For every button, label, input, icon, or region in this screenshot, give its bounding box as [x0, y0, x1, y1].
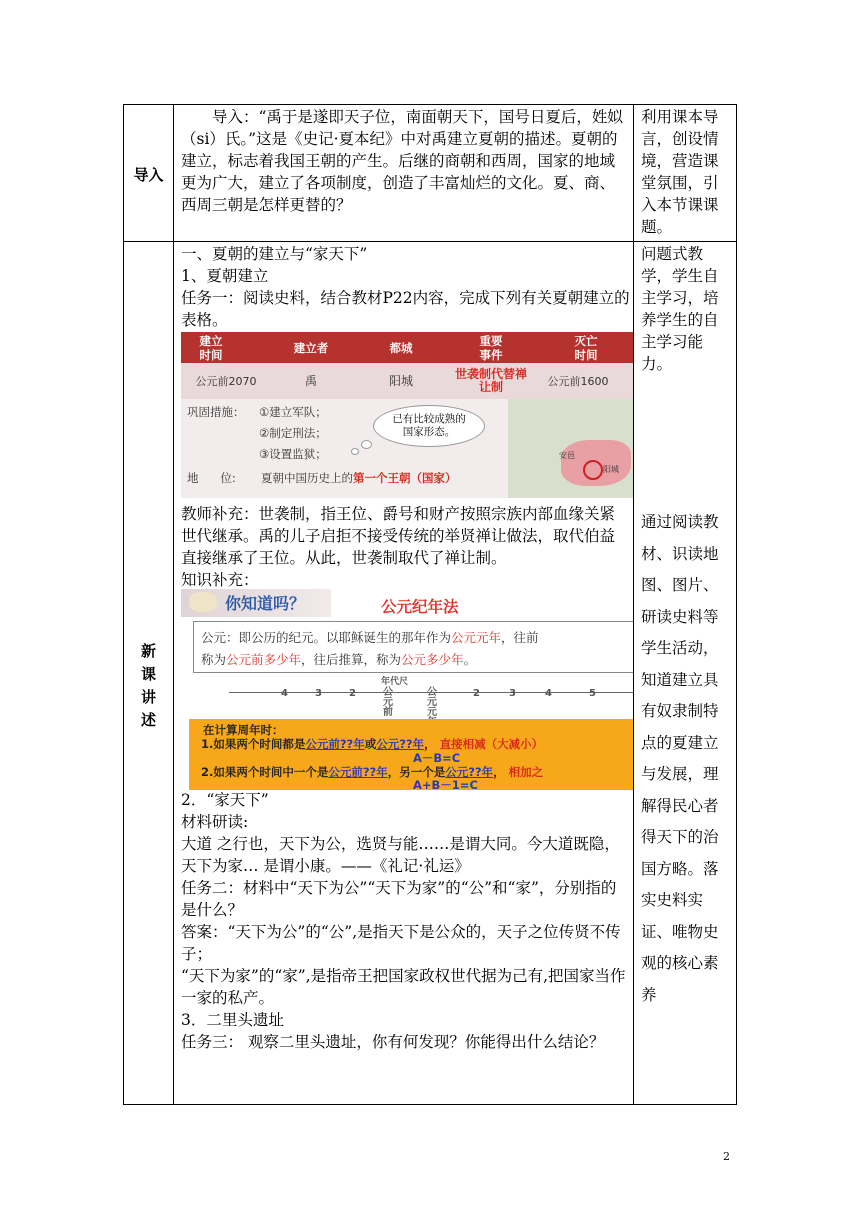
- xia-dynasty-table-image: [181, 332, 633, 498]
- axis-tick: 公元前: [383, 687, 393, 718]
- row-divider: [124, 241, 736, 242]
- book-icon: [189, 592, 217, 612]
- intro-note: 利用课本导言，创设情境，营造课堂氛围，引入本节课课题。: [641, 108, 719, 236]
- task-two: 任务二：材料中“天下为公”“天下为家”的“公”和“家”，分别指的是什么？: [181, 879, 617, 919]
- subsection-heading: 1、夏朝建立: [181, 267, 269, 285]
- calendar-era-image: [181, 589, 633, 790]
- subsection-heading: 3．二里头遗址: [181, 1011, 284, 1029]
- row-label-intro: 导入: [133, 166, 164, 184]
- cell-capital: 阳城: [388, 373, 413, 388]
- supplement-paragraph: 教师补充：世袭制，指王位、爵号和财产按照宗族内部血缘关紧世代继承。禹的儿子启拒不接受传统的举贤禅让做法，取代伯益直接继承了王位。从此，世袭制取代了禅让制。: [181, 505, 616, 567]
- header-cell: 都城: [389, 340, 413, 355]
- section-heading: 一、夏朝的建立与“家天下”: [181, 245, 368, 263]
- axis-tick: 2: [349, 688, 356, 699]
- header-cell: 建立者: [293, 340, 329, 355]
- measure-item: ③设置监狱；: [259, 447, 327, 461]
- goal-note: 通过阅读教材、识读地图、图片、研读史料等学生活动，知道建立具有奴隶制特点的夏建立与发展，理解得民心者得天下的治国方略。落实史料实证、唯物史观的核心素养: [641, 513, 719, 1004]
- cloud-bubble: [351, 448, 359, 455]
- task-one: 任务一：阅读史料，结合教材P22内容，完成下列有关夏朝建立的表格。: [181, 289, 630, 329]
- header-cell: 建立时间: [199, 333, 223, 362]
- definition-line: 公元：即公历的纪元。以耶稣诞生的那年作为公元元年，往前: [201, 630, 539, 645]
- calc-rule-1: 1.如果两个时间都是公元前??年或公元??年， 直接相减（大减小）: [201, 737, 544, 751]
- cloud-bubble: [361, 440, 372, 449]
- status-label: 地 位:: [187, 471, 236, 485]
- intro-paragraph: 导入：“禹于是遂即天子位，南面朝天下，国号日夏后，姓姒（si）氏。”这是《史记·夏本纪》中对禹建立夏朝的描述。夏朝的建立，标志着我国王朝的产生。后继的商朝和西周，国家的地域更为广大，建立了各项制度，创造了丰富灿烂的文化。夏、商、西周三朝是怎样更替的？: [181, 108, 623, 214]
- page-number: 2: [723, 1150, 730, 1163]
- row-label-new-lesson: [124, 640, 173, 732]
- calc-rule-2: 2.如果两个时间中一个是公元前??年，另一个是公元??年， 相加之: [201, 765, 544, 779]
- cell-event: 世袭制代替禅让制: [455, 367, 528, 394]
- measure-item: ②制定刑法；: [259, 426, 327, 440]
- method-note: 问题式教学，学生自主学习，培养学生的自主学习能力。: [641, 245, 719, 373]
- answer-2: “天下为家”的“家”,是指帝王把国家政权世代据为己有,把国家当作一家的私产。: [181, 967, 626, 1007]
- axis-tick: 4: [545, 688, 552, 699]
- map-label: 阳城: [603, 465, 619, 474]
- section-2-text: [181, 789, 630, 1053]
- quote: 大道 之行也，天下为公，选贤与能……是谓大同。今大道既隐， 天下为家… 是谓小康。——《礼记·礼运》: [181, 835, 620, 875]
- axis-tick: 4: [281, 688, 288, 699]
- formula-1: A－B=C: [413, 751, 461, 765]
- subsection-heading: 2．“家天下”: [181, 791, 269, 809]
- answer-1: 答案：“天下为公”的“公”,是指天下是公众的，天子之位传贤不传子；: [181, 923, 621, 963]
- label-char: 课: [140, 665, 156, 683]
- axis-tick: 2: [473, 688, 480, 699]
- measure-item: ①建立军队；: [259, 405, 327, 419]
- axis-tick: 5: [589, 688, 596, 699]
- section-1-text: [181, 243, 630, 331]
- teacher-supplement: [181, 503, 630, 591]
- intro-content: [181, 106, 630, 216]
- label-char: 新: [140, 642, 156, 660]
- cell-time: 公元前2070: [195, 374, 257, 388]
- axis-tick: 公元元: [427, 687, 437, 718]
- status-text: 夏朝中国历史上的第一个王朝（国家）: [261, 471, 457, 485]
- material-label: 材料研读:: [181, 813, 249, 831]
- header-cell: 灭亡时间: [574, 333, 598, 362]
- knowledge-label: 知识补充：: [181, 571, 259, 589]
- map-label: 安邑: [559, 451, 575, 460]
- calc-title: 在计算周年时：: [203, 723, 284, 737]
- axis-tick: 3: [509, 688, 516, 699]
- cell-end-time: 公元前1600: [547, 374, 609, 388]
- col-divider-1: [173, 105, 174, 1104]
- header-cell: 重要事件: [479, 333, 503, 362]
- definition-line: 称为公元前多少年，往后推算，称为公元多少年。: [201, 652, 477, 667]
- image-title: 公元纪年法: [381, 598, 459, 616]
- task-three: 任务三： 观察二里头遗址，你有何发现？你能得出什么结论？: [181, 1033, 605, 1051]
- banner-title: 你知道吗？: [225, 594, 306, 613]
- col-divider-2: [633, 105, 634, 1104]
- axis-tick: 3: [315, 688, 322, 699]
- label-char: 讲: [140, 688, 156, 706]
- measures-label: 巩固措施：: [187, 405, 245, 419]
- axis-title: 年代尺: [381, 677, 409, 687]
- label-char: 述: [140, 711, 156, 729]
- formula-2: A+B－1=C: [413, 778, 478, 790]
- cell-founder: 禹: [304, 373, 317, 388]
- thought-cloud: 已有比较成熟的国家形态。: [373, 405, 485, 447]
- yangcheng-marker: [583, 460, 603, 480]
